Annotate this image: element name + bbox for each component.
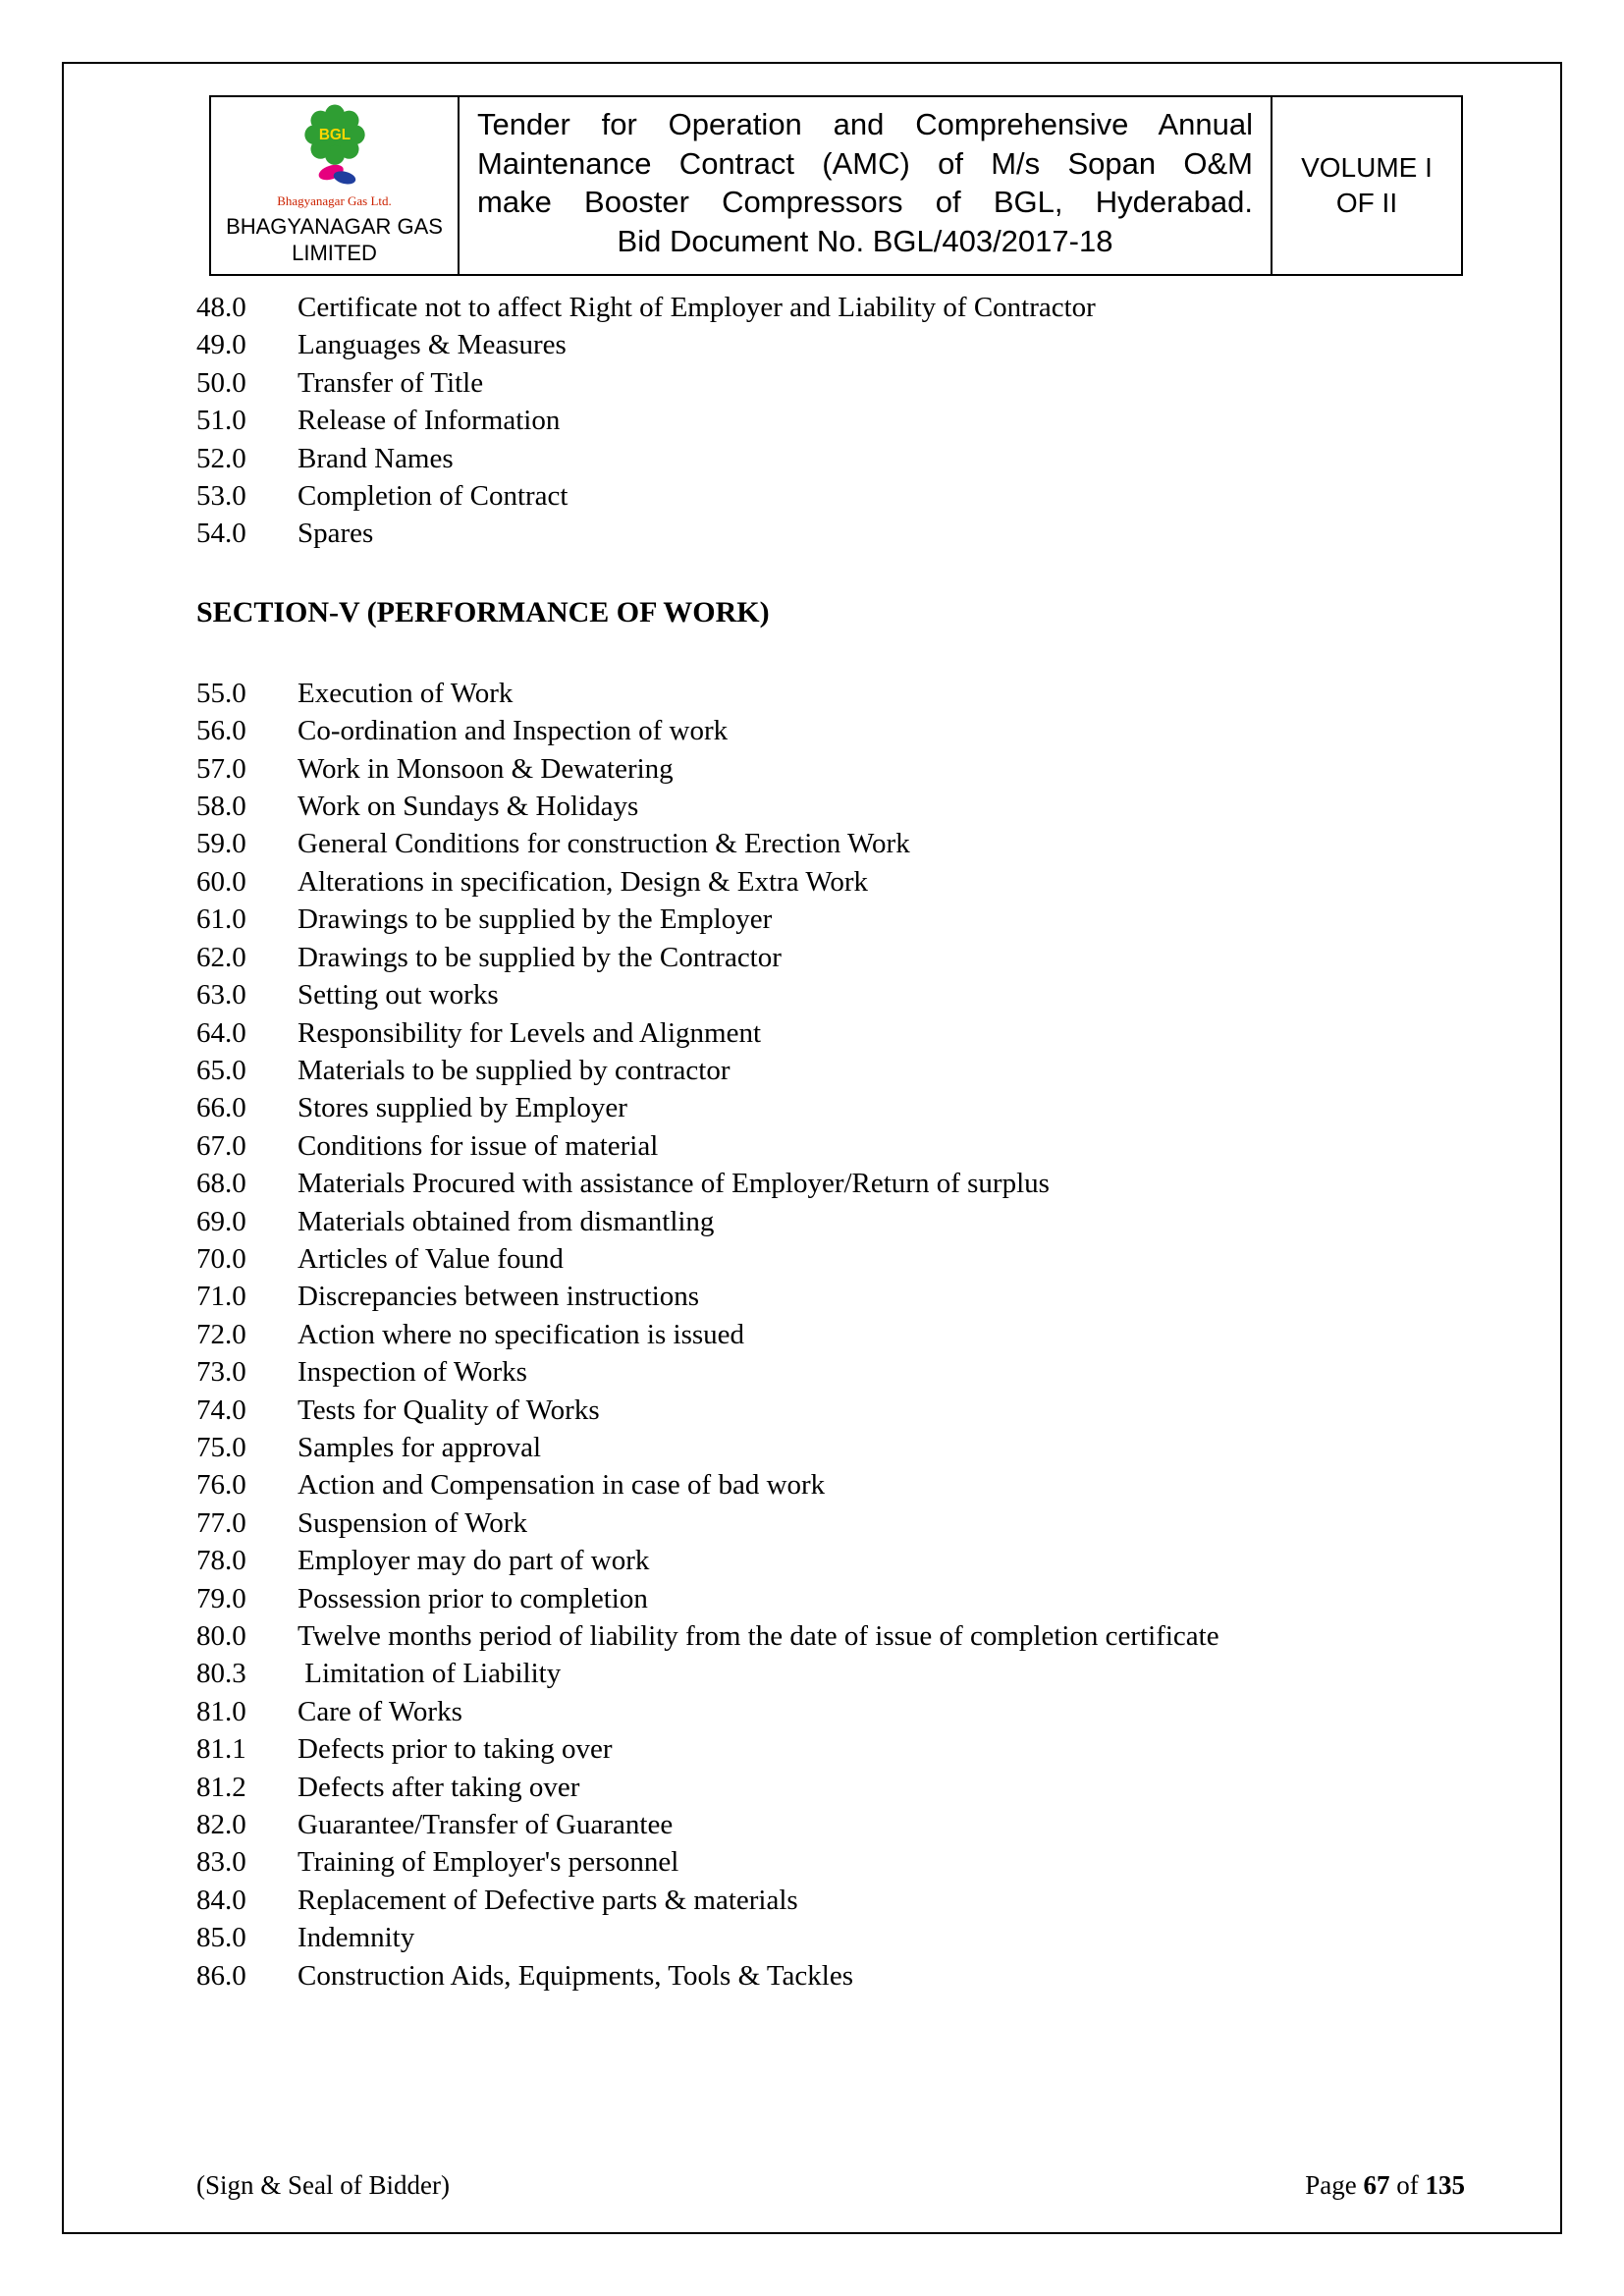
toc-item-number: 77.0: [196, 1506, 246, 1539]
toc-row: [196, 1882, 1465, 1919]
tender-title-line: Tender for Operation and Comprehensive Annual: [477, 107, 1253, 141]
toc-item-title: Drawings to be supplied by the Contractor: [298, 941, 782, 973]
toc-item-number: 54.0: [196, 518, 246, 550]
toc-item-number: 86.0: [196, 1959, 246, 1992]
logo-cell: [211, 97, 460, 274]
toc-item-number: 48.0: [196, 292, 246, 323]
toc-item-number: 79.0: [196, 1582, 246, 1614]
toc-row: [196, 1580, 1465, 1617]
toc-row: [196, 1240, 1465, 1278]
toc-row: [196, 364, 1465, 402]
toc-item-title: Materials obtained from dismantling: [298, 1205, 715, 1237]
toc-item-number: 61.0: [196, 903, 246, 936]
toc-item-title: Certificate not to affect Right of Employer and Liability of Contractor: [298, 292, 1096, 323]
company-name: BHAGYANAGAR GAS LIMITED: [226, 214, 443, 265]
bgl-logo-icon: [276, 103, 394, 193]
logo-monogram: BGL: [318, 126, 351, 143]
toc-item-title: Release of Information: [298, 405, 561, 437]
toc-item-number: 64.0: [196, 1016, 246, 1049]
toc-item-number: 51.0: [196, 405, 246, 437]
toc-item-title: Execution of Work: [298, 677, 514, 709]
toc-row: [196, 750, 1465, 788]
toc-item-title: Brand Names: [298, 442, 454, 474]
toc-row: [196, 440, 1465, 477]
toc-row: [196, 1278, 1465, 1315]
toc-item-title: Drawings to be supplied by the Employer: [298, 903, 773, 936]
toc-row: [196, 1730, 1465, 1768]
toc-row: [196, 825, 1465, 862]
toc-item-number: 59.0: [196, 828, 246, 860]
toc-row: [196, 402, 1465, 439]
toc-row: [196, 863, 1465, 901]
toc-list-top: [196, 289, 1465, 553]
toc-item-number: 50.0: [196, 366, 246, 399]
toc-item-number: 57.0: [196, 752, 246, 785]
toc-row: [196, 976, 1465, 1013]
toc-row: [196, 1466, 1465, 1503]
toc-row: [196, 1203, 1465, 1240]
toc-item-number: 81.2: [196, 1771, 246, 1803]
toc-row: [196, 326, 1465, 363]
toc-row: [196, 939, 1465, 976]
toc-item-title: Stores supplied by Employer: [298, 1092, 627, 1124]
toc-item-title: Spares: [298, 518, 374, 550]
toc-item-number: 75.0: [196, 1431, 246, 1463]
toc-item-title: Action where no specification is issued: [298, 1318, 745, 1350]
document-header: [209, 95, 1463, 276]
volume-line-2: OF II: [1335, 188, 1398, 218]
toc-item-number: 53.0: [196, 480, 246, 513]
volume-line-1: VOLUME I: [1301, 152, 1433, 183]
volume-cell: [1272, 97, 1461, 274]
toc-item-number: 63.0: [196, 979, 246, 1011]
toc-item-title: Co-ordination and Inspection of work: [298, 715, 729, 747]
toc-item-title: Materials to be supplied by contractor: [298, 1054, 731, 1086]
toc-item-number: 68.0: [196, 1168, 246, 1200]
page-label: Page: [1305, 2170, 1357, 2200]
toc-row: [196, 1316, 1465, 1353]
toc-item-number: 84.0: [196, 1884, 246, 1916]
toc-item-number: 76.0: [196, 1469, 246, 1502]
toc-item-number: 56.0: [196, 715, 246, 747]
toc-item-number: 85.0: [196, 1922, 246, 1954]
toc-row: [196, 1542, 1465, 1579]
page-indicator: [1305, 2168, 1465, 2202]
toc-item-title: Work in Monsoon & Dewatering: [298, 752, 674, 785]
tender-title-lines: [477, 105, 1253, 222]
toc-row: [196, 1052, 1465, 1089]
tender-title-line: Maintenance Contract (AMC) of M/s Sopan O&M: [477, 145, 1253, 181]
toc-item-title: Defects prior to taking over: [298, 1733, 613, 1766]
toc-item-title: Discrepancies between instructions: [298, 1281, 700, 1313]
toc-row: [196, 1655, 1465, 1692]
toc-item-title: Materials Procured with assistance of Employer/Return of surplus: [298, 1168, 1050, 1200]
toc-row: [196, 1843, 1465, 1881]
toc-item-title: Employer may do part of work: [298, 1545, 650, 1577]
toc-row: [196, 1392, 1465, 1429]
toc-row: [196, 1806, 1465, 1843]
toc-item-number: 71.0: [196, 1281, 246, 1313]
toc-row: [196, 1127, 1465, 1165]
toc-item-title: Inspection of Works: [298, 1356, 527, 1389]
toc-row: [196, 1957, 1465, 1995]
toc-row: [196, 1693, 1465, 1730]
toc-item-number: 55.0: [196, 677, 246, 709]
toc-row: [196, 1089, 1465, 1126]
toc-item-number: 72.0: [196, 1318, 246, 1350]
toc-item-number: 83.0: [196, 1846, 246, 1879]
toc-item-title: Languages & Measures: [298, 329, 567, 361]
toc-item-number: 60.0: [196, 865, 246, 898]
toc-item-title: Articles of Value found: [298, 1242, 564, 1275]
toc-item-title: Possession prior to completion: [298, 1582, 648, 1614]
toc-item-title: General Conditions for construction & Erection Work: [298, 828, 910, 860]
toc-item-title: Work on Sundays & Holidays: [298, 791, 639, 823]
page-total: 135: [1425, 2170, 1465, 2200]
toc-item-number: 73.0: [196, 1356, 246, 1389]
toc-item-number: 80.3: [196, 1658, 246, 1690]
toc-item-title: Completion of Contract: [298, 480, 568, 513]
toc-row: [196, 1919, 1465, 1956]
toc-row: [196, 712, 1465, 749]
logo-tagline: Bhagyanagar Gas Ltd.: [277, 193, 392, 208]
toc-row: [196, 1165, 1465, 1202]
bid-document-number: Bid Document No. BGL/403/2017-18: [617, 223, 1113, 258]
toc-item-number: 69.0: [196, 1205, 246, 1237]
toc-row: [196, 1353, 1465, 1391]
toc-row: [196, 289, 1465, 326]
toc-item-title: Construction Aids, Equipments, Tools & Tackles: [298, 1959, 853, 1992]
toc-item-number: 52.0: [196, 442, 246, 474]
toc-item-title: Training of Employer's personnel: [298, 1846, 679, 1879]
toc-item-title: Twelve months period of liability from the date of issue of completion certificate: [298, 1620, 1219, 1652]
toc-item-number: 78.0: [196, 1545, 246, 1577]
toc-row: [196, 515, 1465, 552]
toc-item-title: Tests for Quality of Works: [298, 1394, 600, 1426]
toc-row: [196, 1014, 1465, 1052]
toc-row: [196, 1617, 1465, 1655]
page-of-label: of: [1396, 2170, 1419, 2200]
toc-item-title: Suspension of Work: [298, 1506, 527, 1539]
toc-item-title: Alterations in specification, Design & Extra Work: [298, 865, 869, 898]
toc-item-title: Limitation of Liability: [298, 1658, 562, 1690]
toc-row: [196, 477, 1465, 515]
toc-row: [196, 788, 1465, 825]
toc-item-number: 70.0: [196, 1242, 246, 1275]
sign-seal-note: (Sign & Seal of Bidder): [196, 2170, 450, 2200]
toc-item-title: Responsibility for Levels and Alignment: [298, 1016, 762, 1049]
page-footer: [196, 2168, 1465, 2202]
toc-item-title: Samples for approval: [298, 1431, 542, 1463]
toc-item-number: 80.0: [196, 1620, 246, 1652]
tender-title-cell: [460, 97, 1272, 274]
toc-item-number: 81.0: [196, 1695, 246, 1727]
toc-item-number: 82.0: [196, 1809, 246, 1841]
toc-item-title: Setting out works: [298, 979, 499, 1011]
toc-row: [196, 901, 1465, 938]
tender-title-line: make Booster Compressors of BGL, Hyderabad.: [477, 185, 1253, 219]
page-number: 67: [1363, 2170, 1390, 2200]
toc-item-number: 65.0: [196, 1054, 246, 1086]
toc-item-title: Transfer of Title: [298, 366, 484, 399]
toc-item-title: Replacement of Defective parts & materials: [298, 1884, 798, 1916]
toc-item-title: Defects after taking over: [298, 1771, 580, 1803]
toc-item-number: 58.0: [196, 791, 246, 823]
toc-item-number: 67.0: [196, 1129, 246, 1162]
toc-item-number: 62.0: [196, 941, 246, 973]
toc-item-number: 49.0: [196, 329, 246, 361]
toc-row: [196, 675, 1465, 712]
toc-content: [196, 289, 1465, 1995]
toc-item-number: 74.0: [196, 1394, 246, 1426]
toc-row: [196, 1429, 1465, 1466]
section-heading: SECTION-V (PERFORMANCE OF WORK): [196, 595, 770, 629]
toc-item-title: Conditions for issue of material: [298, 1129, 659, 1162]
toc-row: [196, 1504, 1465, 1542]
toc-item-title: Action and Compensation in case of bad work: [298, 1469, 826, 1502]
toc-list-section-v: [196, 675, 1465, 1995]
toc-item-title: Indemnity: [298, 1922, 415, 1954]
toc-row: [196, 1769, 1465, 1806]
toc-item-title: Care of Works: [298, 1695, 462, 1727]
toc-item-number: 66.0: [196, 1092, 246, 1124]
toc-item-number: 81.1: [196, 1733, 246, 1766]
toc-item-title: Guarantee/Transfer of Guarantee: [298, 1809, 674, 1841]
